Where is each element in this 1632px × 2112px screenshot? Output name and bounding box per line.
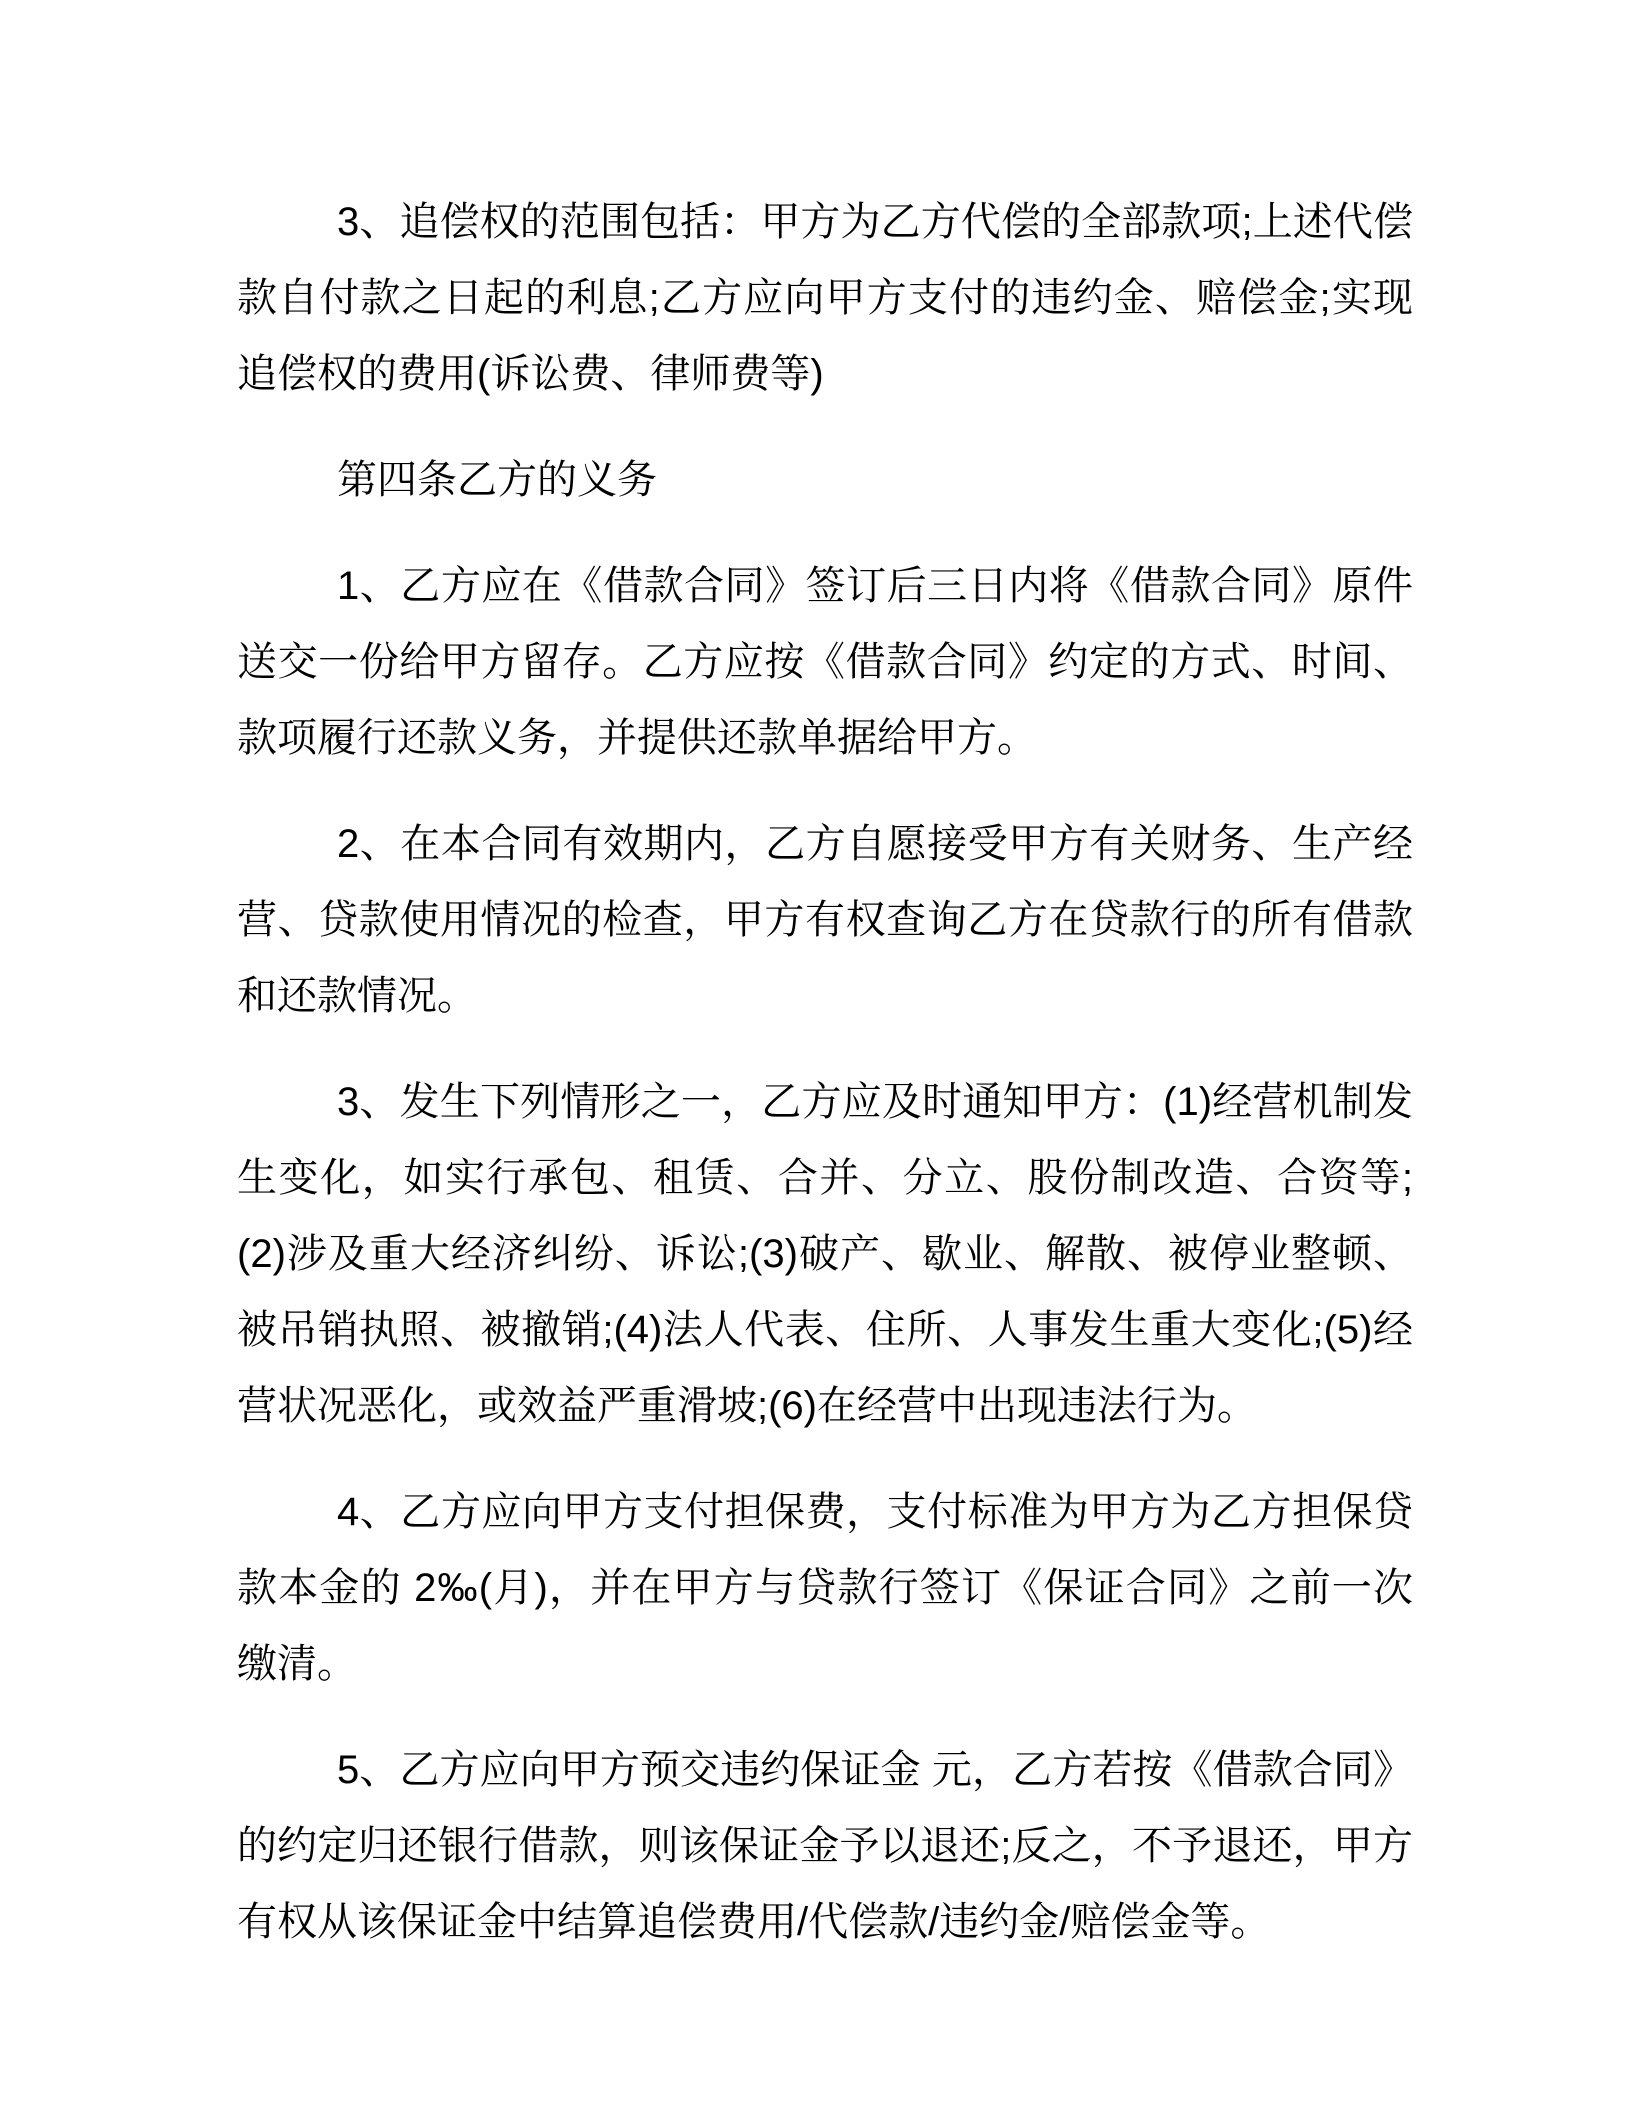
article-4-item-3-paragraph: 3、发生下列情形之一，乙方应及时通知甲方：(1)经营机制发生变化，如实行承包、租赁、合并、分立、股份制改造、合资等;(2)涉及重大经济纠纷、诉讼;(3)破产、歇业、解散、被停业整顿、被吊销执照、被撤销;(4)法人代表、住所、人事发生重大变化;(5)经营状况恶化，或效益严重滑坡;(6)在经营中出现违法行为。 bbox=[237, 1080, 1413, 1428]
article-4-item-4-paragraph: 4、乙方应向甲方支付担保费，支付标准为甲方为乙方担保贷款本金的 2‰(月)，并在甲方与贷款行签订《保证合同》之前一次缴清。 bbox=[237, 1490, 1413, 1686]
article-4-item-5-paragraph: 5、乙方应向甲方预交违约保证金 元，乙方若按《借款合同》的约定归还银行借款，则该保证金予以退还;反之，不予退还，甲方有权从该保证金中结算追偿费用/代偿款/违约金/赔偿金等。 bbox=[237, 1748, 1413, 1944]
clause-3-recourse-scope-paragraph: 3、追偿权的范围包括：甲方为乙方代偿的全部款项;上述代偿款自付款之日起的利息;乙方应向甲方支付的违约金、赔偿金;实现追偿权的费用(诉讼费、律师费等) bbox=[237, 200, 1413, 396]
article-4-item-1-paragraph: 1、乙方应在《借款合同》签订后三日内将《借款合同》原件送交一份给甲方留存。乙方应按《借款合同》约定的方式、时间、款项履行还款义务，并提供还款单据给甲方。 bbox=[237, 564, 1413, 760]
article-4-item-2-paragraph: 2、在本合同有效期内，乙方自愿接受甲方有关财务、生产经营、贷款使用情况的检查，甲方有权查询乙方在贷款行的所有借款和还款情况。 bbox=[237, 822, 1413, 1018]
article-4-heading: 第四条乙方的义务 bbox=[337, 458, 657, 502]
